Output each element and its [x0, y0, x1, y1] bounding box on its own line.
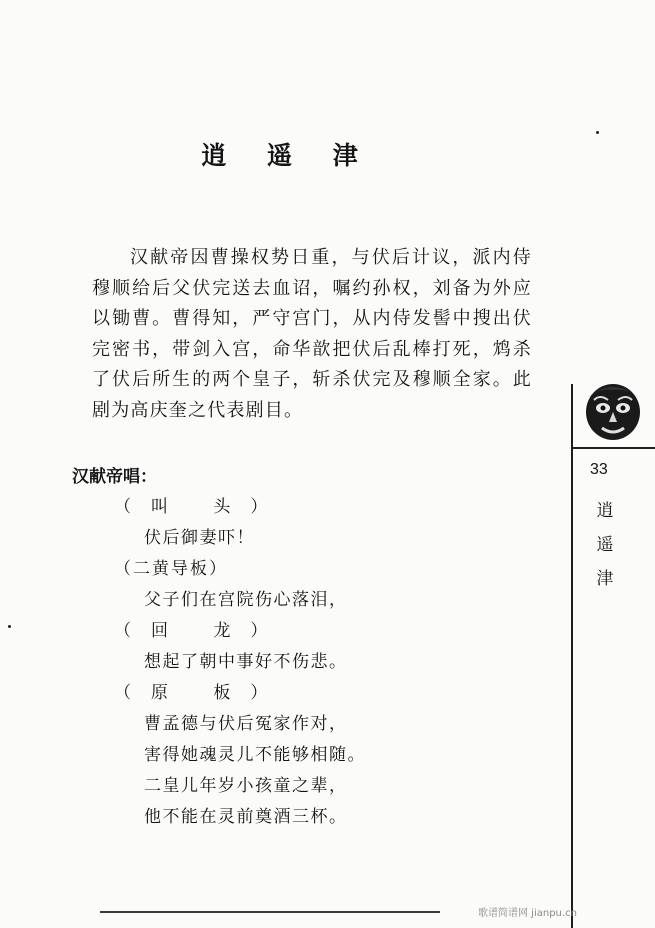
- side-title-char: 遥: [596, 535, 614, 555]
- lyric-line: 害得她魂灵儿不能够相随。: [144, 745, 366, 765]
- speck: [596, 131, 599, 134]
- lyric-cue: （原 板）: [114, 683, 288, 703]
- watermark: 歌谱简谱网 jianpu.cn: [478, 908, 577, 919]
- lyric-line: 曹孟德与伏后冤家作对，: [144, 714, 348, 734]
- lyric-line: 他不能在灵前奠酒三杯。: [144, 807, 348, 827]
- lyric-line: 二皇儿年岁小孩童之辈，: [144, 776, 348, 796]
- margin-vertical-rule: [571, 384, 573, 928]
- side-title-char: 津: [596, 569, 614, 589]
- opera-mask-icon: [578, 374, 648, 442]
- lyric-line: 伏后御妻吓！: [144, 528, 255, 548]
- bottom-rule: [100, 911, 440, 913]
- lyric-line: 父子们在宫院伤心落泪，: [144, 590, 348, 610]
- lyric-line: 想起了朝中事好不伤悲。: [144, 652, 348, 672]
- page-title: 逍 遥 津: [201, 141, 374, 170]
- lyric-cue: （叫 头）: [114, 497, 288, 517]
- singer-label: 汉献帝唱：: [72, 467, 157, 487]
- lyric-cue: （回 龙）: [114, 621, 288, 641]
- synopsis-paragraph: 汉献帝因曹操权势日重，与伏后计议，派内侍穆顺给后父伏完送去血诏，嘱约孙权，刘备为外应以锄曹。曹得知，严守宫门，从内侍发髻中搜出伏完密书，带剑入宫，命华歆把伏后乱棒打死，鸩杀了伏后所生的两个皇子，斩杀伏完及穆顺全家。此剧为高庆奎之代表剧目。: [92, 247, 532, 421]
- speck: [8, 625, 11, 628]
- page-number: 33: [590, 461, 608, 478]
- lyrics-block: [114, 492, 454, 833]
- margin-horizontal-rule: [571, 447, 655, 449]
- lyric-cue: （二黄导板）: [114, 559, 228, 579]
- side-title-char: 逍: [596, 501, 614, 521]
- side-title: [594, 494, 616, 596]
